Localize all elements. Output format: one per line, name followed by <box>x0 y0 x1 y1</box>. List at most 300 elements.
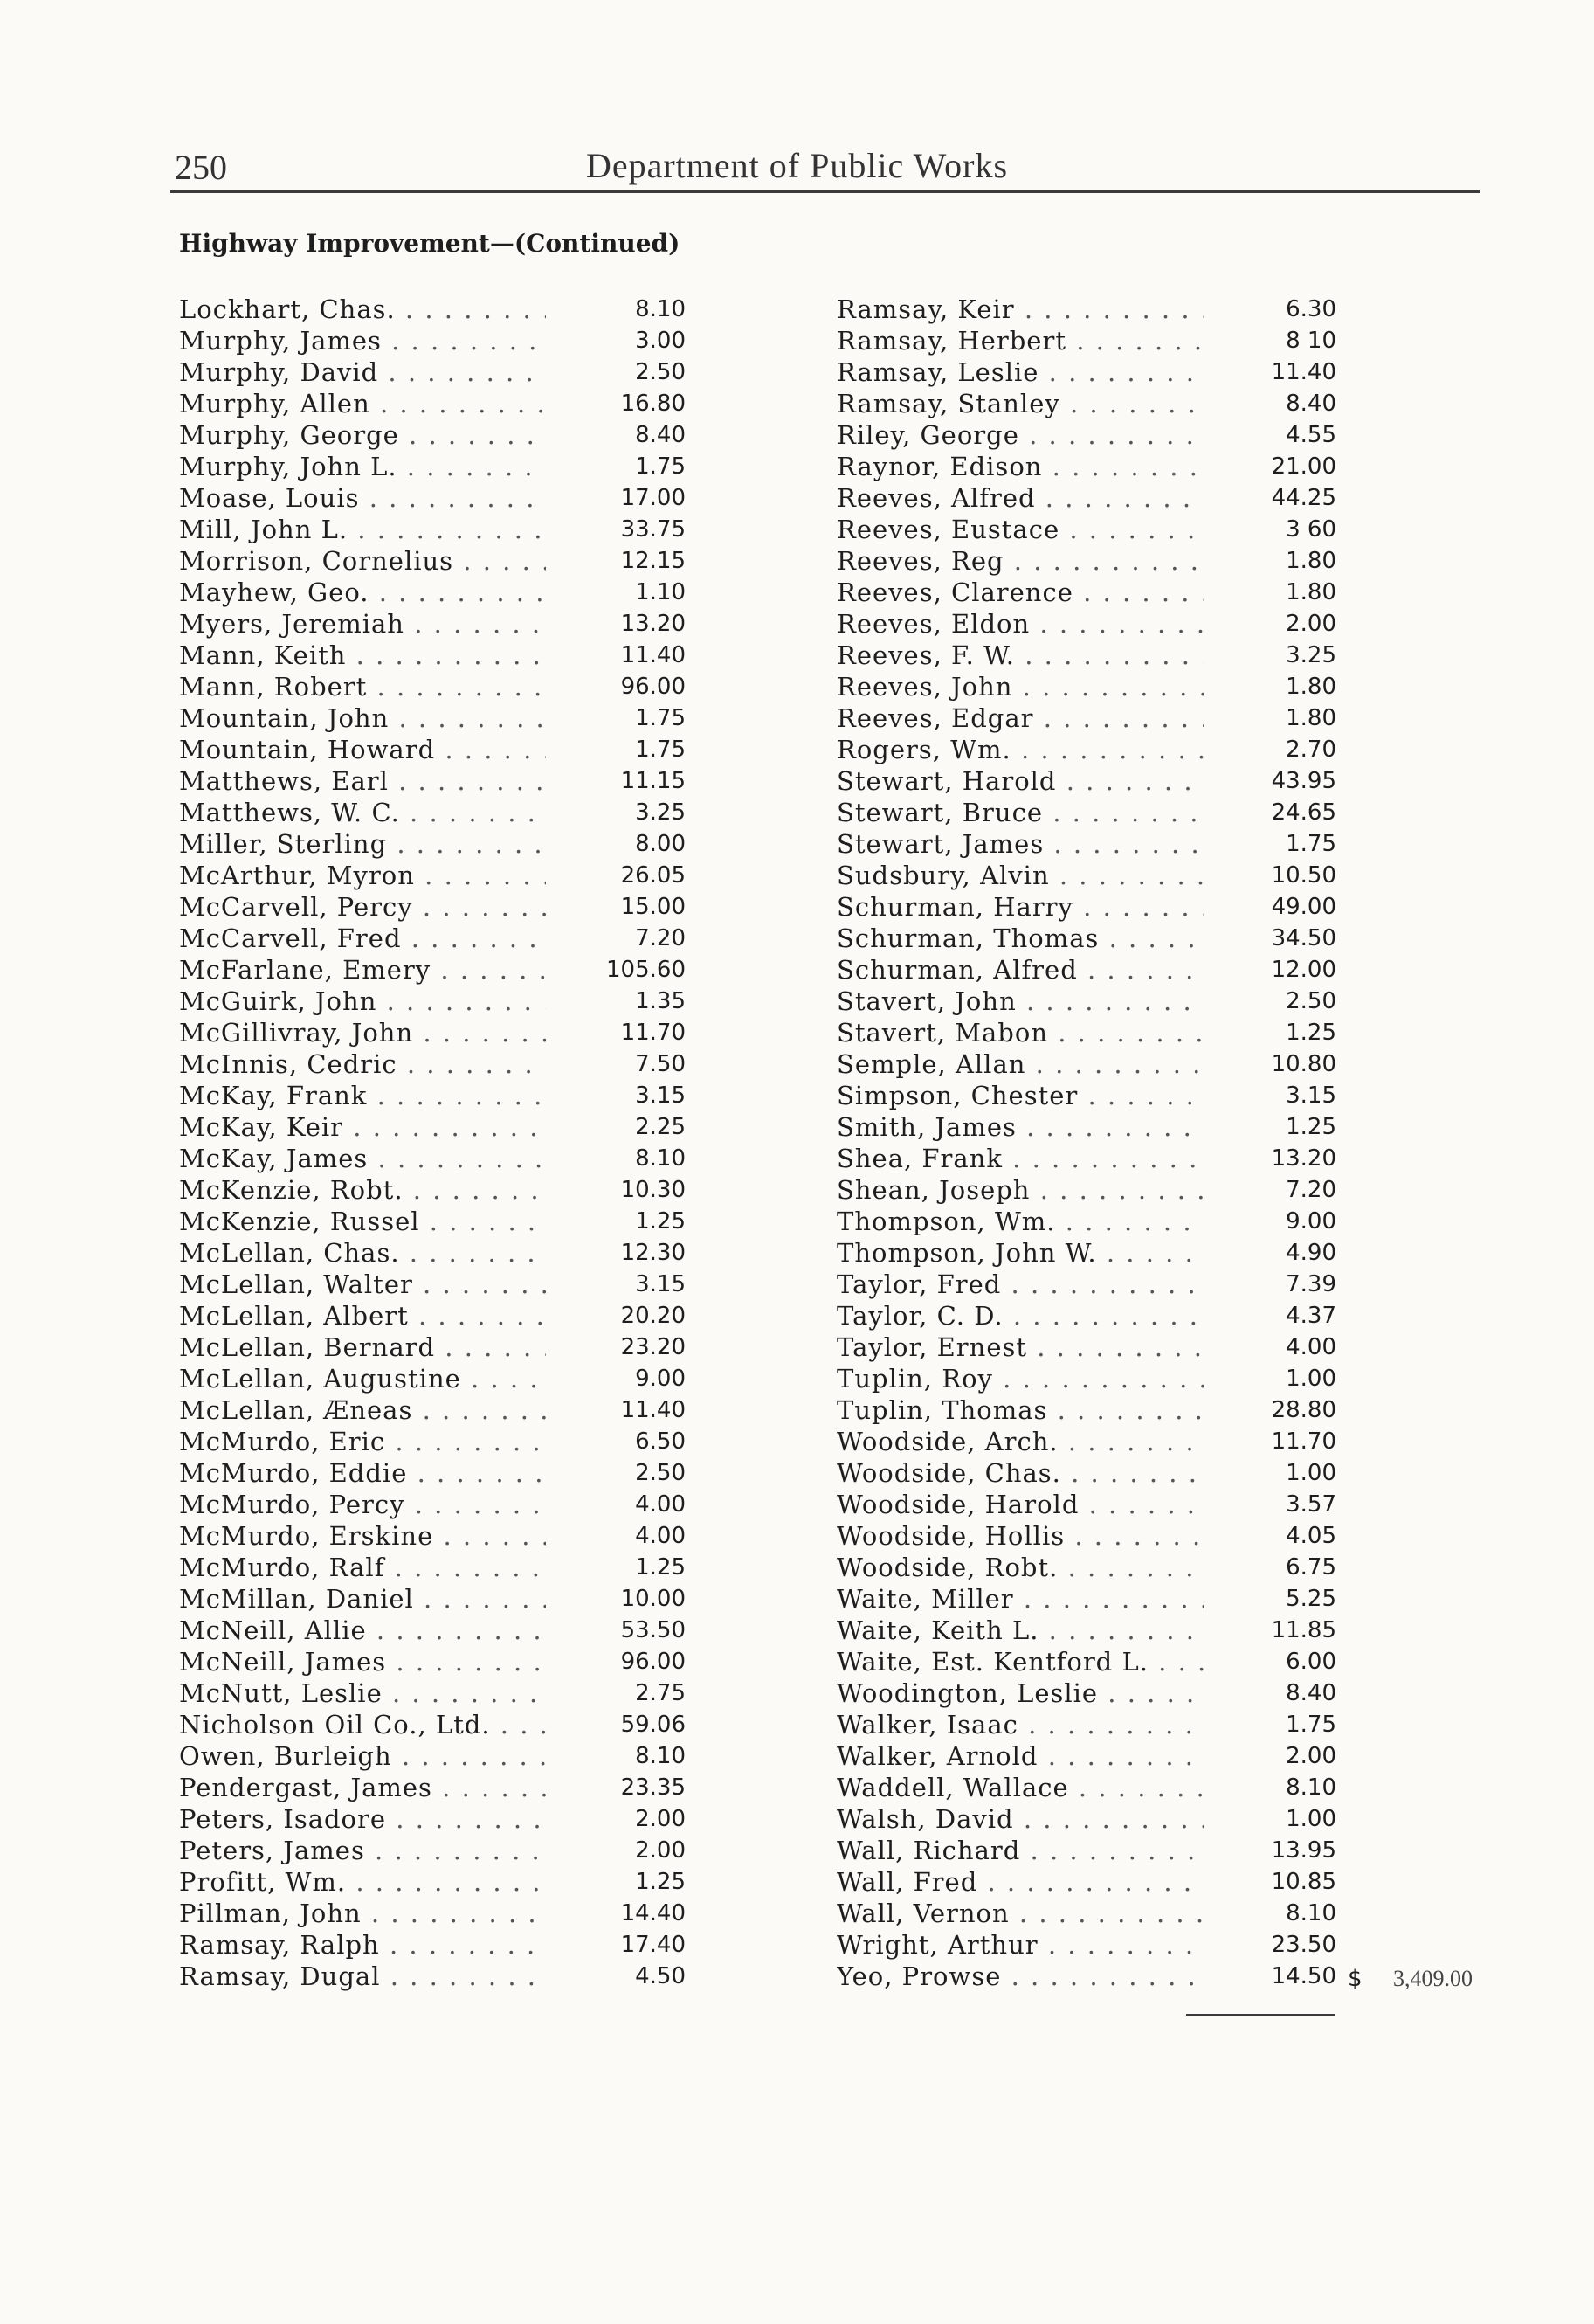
payee-name: Woodington, Leslie . . . <box>837 1677 1204 1709</box>
ledger-row <box>179 986 686 1017</box>
payment-amount: 4.00 <box>635 1491 686 1518</box>
ledger-row <box>837 1143 1336 1174</box>
payment-amount: 4.55 <box>1286 422 1336 448</box>
ledger-row <box>837 1331 1336 1363</box>
ledger-row <box>179 1803 686 1835</box>
payee-name: Profitt, Wm. . . . <box>179 1866 546 1898</box>
payment-amount: 34.50 <box>1271 925 1336 951</box>
payee-name: Wall, Vernon . . . <box>837 1898 1204 1929</box>
ledger-row <box>179 325 686 356</box>
payment-amount: 20.20 <box>620 1303 686 1329</box>
ledger-row <box>837 1961 1336 1992</box>
payee-name: Rogers, Wm. . . . <box>837 734 1204 765</box>
ledger-row <box>179 640 686 671</box>
payment-amount: 1.25 <box>635 1554 686 1580</box>
left-column <box>179 294 686 1992</box>
ledger-row <box>837 451 1336 482</box>
payee-name: McNeill, James . . . <box>179 1646 546 1677</box>
payee-name: McNutt, Leslie . . . <box>179 1677 546 1709</box>
payment-amount: 1.80 <box>1286 548 1336 574</box>
payee-name: McMurdo, Eric . . . <box>179 1426 546 1457</box>
payment-amount: 1.80 <box>1286 579 1336 605</box>
payment-amount: 1.75 <box>635 737 686 763</box>
payee-name: McKenzie, Robt. . . . <box>179 1174 546 1206</box>
payee-name: Wall, Fred . . . <box>837 1866 1204 1898</box>
ledger-row <box>837 671 1336 702</box>
payee-name: Mayhew, Geo. . . . <box>179 577 546 608</box>
payee-name: Miller, Sterling . . . <box>179 828 546 860</box>
payee-name: Woodside, Harold . . . <box>837 1489 1204 1520</box>
payment-amount: 1.80 <box>1286 705 1336 731</box>
payment-amount: 2.00 <box>1286 1743 1336 1769</box>
payee-name: McMurdo, Eddie . . . <box>179 1457 546 1489</box>
ledger-row <box>837 765 1336 797</box>
payment-amount: 44.25 <box>1271 485 1336 511</box>
payee-name: McMillan, Daniel . . . <box>179 1583 546 1615</box>
payee-name: Morrison, Cornelius . . . <box>179 545 546 577</box>
payee-name: McLellan, Bernard . . . <box>179 1331 546 1363</box>
payment-amount: 4.00 <box>1286 1334 1336 1360</box>
payment-amount: 3.25 <box>1286 642 1336 668</box>
ledger-row <box>179 1331 686 1363</box>
ledger-row <box>837 1206 1336 1237</box>
payee-name: Shea, Frank . . . <box>837 1143 1204 1174</box>
payment-amount: 5.25 <box>1286 1586 1336 1612</box>
payment-amount: 10.85 <box>1271 1869 1336 1895</box>
payee-name: Murphy, John L. . . . <box>179 451 546 482</box>
payment-amount: 21.00 <box>1271 453 1336 480</box>
payment-amount: 6.00 <box>1286 1649 1336 1675</box>
payee-name: Reeves, Reg . . . <box>837 545 1204 577</box>
ledger-row <box>179 671 686 702</box>
payment-amount: 1.75 <box>1286 831 1336 857</box>
payment-amount: 11.85 <box>1271 1617 1336 1643</box>
ledger-row <box>179 356 686 388</box>
payee-name: Thompson, John W. . . . <box>837 1237 1204 1269</box>
payee-name: McGuirk, John . . . <box>179 986 546 1017</box>
ledger-row <box>179 1772 686 1803</box>
payment-amount: 3.25 <box>635 799 686 826</box>
ledger-row <box>837 1111 1336 1143</box>
payment-amount: 12.00 <box>1271 957 1336 983</box>
payee-name: Smith, James . . . <box>837 1111 1204 1143</box>
ledger-row <box>837 1174 1336 1206</box>
ledger-row <box>837 1048 1336 1080</box>
ledger-row <box>179 1929 686 1961</box>
payment-amount: 28.80 <box>1271 1397 1336 1423</box>
payment-amount: 2.75 <box>635 1680 686 1706</box>
payment-amount: 8.10 <box>1286 1774 1336 1801</box>
ledger-row <box>179 1520 686 1552</box>
payment-amount: 96.00 <box>620 674 686 700</box>
ledger-row <box>837 1394 1336 1426</box>
payee-name: Owen, Burleigh . . . <box>179 1740 546 1772</box>
payment-amount: 17.00 <box>620 485 686 511</box>
payee-name: Pendergast, James . . . <box>179 1772 546 1803</box>
ledger-row <box>837 388 1336 419</box>
ledger-row <box>179 1237 686 1269</box>
payment-amount: 3.00 <box>635 328 686 354</box>
ledger-row <box>179 1489 686 1520</box>
payment-amount: 1.75 <box>635 705 686 731</box>
payment-amount: 11.40 <box>620 642 686 668</box>
payment-amount: 3.15 <box>1286 1082 1336 1109</box>
payment-amount: 3.15 <box>635 1271 686 1297</box>
payee-name: Ramsay, Ralph . . . <box>179 1929 546 1961</box>
payee-name: Murphy, Allen . . . <box>179 388 546 419</box>
payment-amount: 7.50 <box>635 1051 686 1077</box>
ledger-row <box>837 1017 1336 1048</box>
payee-name: McCarvell, Fred . . . <box>179 923 546 954</box>
page-number: 250 <box>175 148 227 187</box>
payment-amount: 96.00 <box>620 1649 686 1675</box>
payee-name: McLellan, Albert . . . <box>179 1300 546 1331</box>
payee-name: Reeves, F. W. . . . <box>837 640 1204 671</box>
ledger-row <box>837 1363 1336 1394</box>
ledger-row <box>179 1709 686 1740</box>
payee-name: Walker, Isaac . . . <box>837 1709 1204 1740</box>
payment-amount: 1.00 <box>1286 1366 1336 1392</box>
ledger-row <box>837 1269 1336 1300</box>
ledger-row <box>179 702 686 734</box>
payee-name: Mann, Keith . . . <box>179 640 546 671</box>
ledger-row <box>837 325 1336 356</box>
payee-name: Pillman, John . . . <box>179 1898 546 1929</box>
payee-name: Waddell, Wallace . . . <box>837 1772 1204 1803</box>
payee-name: McLellan, Walter . . . <box>179 1269 546 1300</box>
payee-name: Wall, Richard . . . <box>837 1835 1204 1866</box>
ledger-row <box>179 482 686 514</box>
payee-name: Murphy, George . . . <box>179 419 546 451</box>
ledger-row <box>837 1237 1336 1269</box>
payee-name: Riley, George . . . <box>837 419 1204 451</box>
payment-amount: 10.80 <box>1271 1051 1336 1077</box>
ledger-row <box>179 514 686 545</box>
payment-amount: 8.40 <box>1286 1680 1336 1706</box>
payment-amount: 4.37 <box>1286 1303 1336 1329</box>
payee-name: Reeves, Edgar . . . <box>837 702 1204 734</box>
payee-name: Ramsay, Leslie . . . <box>837 356 1204 388</box>
payment-amount: 6.75 <box>1286 1554 1336 1580</box>
ledger-row <box>837 923 1336 954</box>
payee-name: Stewart, Bruce . . . <box>837 797 1204 828</box>
ledger-row <box>179 1300 686 1331</box>
payee-name: Ramsay, Herbert . . . <box>837 325 1204 356</box>
payment-amount: 7.20 <box>1286 1177 1336 1203</box>
ledger-row <box>179 1740 686 1772</box>
payee-name: Taylor, C. D. . . . <box>837 1300 1204 1331</box>
payment-amount: 33.75 <box>620 516 686 543</box>
ledger-row <box>837 1740 1336 1772</box>
ledger-row <box>179 1206 686 1237</box>
payee-name: Walker, Arnold . . . <box>837 1740 1204 1772</box>
payee-name: Stewart, James . . . <box>837 828 1204 860</box>
payment-amount: 24.65 <box>1271 799 1336 826</box>
payment-amount: 2.50 <box>635 359 686 385</box>
total-amount: 3,409.00 <box>1393 1966 1473 1991</box>
payment-amount: 53.50 <box>620 1617 686 1643</box>
payee-name: Raynor, Edison . . . <box>837 451 1204 482</box>
payment-amount: 7.20 <box>635 925 686 951</box>
payment-amount: 13.20 <box>1271 1145 1336 1172</box>
ledger-row <box>179 294 686 325</box>
ledger-row <box>179 1017 686 1048</box>
payment-amount: 2.25 <box>635 1114 686 1140</box>
payment-amount: 3 60 <box>1286 516 1336 543</box>
ledger-row <box>179 797 686 828</box>
ledger-row <box>837 702 1336 734</box>
payee-name: Stavert, John . . . <box>837 986 1204 1017</box>
payment-amount: 16.80 <box>620 391 686 417</box>
payment-amount: 26.05 <box>620 862 686 889</box>
payee-name: McLellan, Augustine . . . <box>179 1363 546 1394</box>
ledger-row <box>837 1489 1336 1520</box>
ledger-row <box>837 1866 1336 1898</box>
ledger-row <box>179 1080 686 1111</box>
payment-amount: 1.00 <box>1286 1806 1336 1832</box>
payee-name: Tuplin, Thomas . . . <box>837 1394 1204 1426</box>
payment-amount: 1.10 <box>635 579 686 605</box>
payment-amount: 10.30 <box>620 1177 686 1203</box>
payment-amount: 6.30 <box>1286 296 1336 322</box>
ledger-row <box>837 891 1336 923</box>
ledger-row <box>837 1615 1336 1646</box>
ledger-row <box>179 1457 686 1489</box>
payment-amount: 11.70 <box>1271 1428 1336 1455</box>
payee-name: McInnis, Cedric . . . <box>179 1048 546 1080</box>
payee-name: Reeves, Eustace . . . <box>837 514 1204 545</box>
ledger-row <box>837 1080 1336 1111</box>
payment-amount: 17.40 <box>620 1932 686 1958</box>
ledger-row <box>179 1426 686 1457</box>
ledger-row <box>837 482 1336 514</box>
payment-amount: 23.50 <box>1271 1932 1336 1958</box>
ledger-row <box>179 1394 686 1426</box>
payee-name: Myers, Jeremiah . . . <box>179 608 546 640</box>
payment-amount: 8.10 <box>635 296 686 322</box>
payment-amount: 14.40 <box>620 1900 686 1926</box>
ledger-row <box>179 1646 686 1677</box>
payment-amount: 14.50 <box>1271 1963 1336 1989</box>
payee-name: McKay, Keir . . . <box>179 1111 546 1143</box>
ledger-row <box>179 891 686 923</box>
payee-name: Simpson, Chester . . . <box>837 1080 1204 1111</box>
payee-name: Thompson, Wm. . . . <box>837 1206 1204 1237</box>
ledger-row <box>837 986 1336 1017</box>
payee-name: Moase, Louis . . . <box>179 482 546 514</box>
payee-name: Matthews, W. C. . . . <box>179 797 546 828</box>
payee-name: McKay, James . . . <box>179 1143 546 1174</box>
ledger-row <box>837 828 1336 860</box>
payment-amount: 2.70 <box>1286 737 1336 763</box>
payee-name: McLellan, Æneas . . . <box>179 1394 546 1426</box>
section-heading: Highway Improvement—(Continued) <box>179 229 680 258</box>
ledger-row <box>837 797 1336 828</box>
payee-name: Schurman, Harry . . . <box>837 891 1204 923</box>
payee-name: Reeves, Eldon . . . <box>837 608 1204 640</box>
ledger-row <box>837 356 1336 388</box>
payment-amount: 1.80 <box>1286 674 1336 700</box>
payee-name: Mill, John L. . . . <box>179 514 546 545</box>
ledger-row <box>179 734 686 765</box>
payment-amount: 13.20 <box>620 611 686 637</box>
payment-amount: 23.20 <box>620 1334 686 1360</box>
ledger-row <box>837 1772 1336 1803</box>
payment-amount: 11.40 <box>1271 359 1336 385</box>
payee-name: Schurman, Thomas . . . <box>837 923 1204 954</box>
ledger-row <box>837 1898 1336 1929</box>
payee-name: McArthur, Myron . . . <box>179 860 546 891</box>
payee-name: McKay, Frank . . . <box>179 1080 546 1111</box>
payee-name: McMurdo, Ralf . . . <box>179 1552 546 1583</box>
payment-amount: 2.00 <box>1286 611 1336 637</box>
payee-name: Stewart, Harold . . . <box>837 765 1204 797</box>
payment-amount: 3.57 <box>1286 1491 1336 1518</box>
payee-name: Woodside, Hollis . . . <box>837 1520 1204 1552</box>
ledger-row <box>179 1866 686 1898</box>
payment-amount: 15.00 <box>620 894 686 920</box>
ledger-row <box>837 1929 1336 1961</box>
ledger-row <box>179 1269 686 1300</box>
ledger-row <box>179 545 686 577</box>
ledger-row <box>837 954 1336 986</box>
payment-amount: 2.50 <box>635 1460 686 1486</box>
ledger-row <box>837 514 1336 545</box>
ledger-row <box>179 954 686 986</box>
payee-name: Peters, Isadore . . . <box>179 1803 546 1835</box>
payee-name: McCarvell, Percy . . . <box>179 891 546 923</box>
ledger-row <box>837 577 1336 608</box>
ledger-row <box>179 388 686 419</box>
payee-name: Ramsay, Keir . . . <box>837 294 1204 325</box>
total-rule <box>1186 2014 1335 2016</box>
ledger-row <box>179 1677 686 1709</box>
payment-amount: 4.50 <box>635 1963 686 1989</box>
payee-name: Woodside, Robt. . . . <box>837 1552 1204 1583</box>
ledger-row <box>837 1835 1336 1866</box>
payee-name: Taylor, Fred . . . <box>837 1269 1204 1300</box>
payment-amount: 10.50 <box>1271 862 1336 889</box>
payee-name: Waite, Miller . . . <box>837 1583 1204 1615</box>
payment-amount: 4.90 <box>1286 1240 1336 1266</box>
ledger-row <box>179 1048 686 1080</box>
payee-name: Mountain, John . . . <box>179 702 546 734</box>
payment-amount: 1.25 <box>635 1869 686 1895</box>
payee-name: Waite, Keith L. . . . <box>837 1615 1204 1646</box>
payment-amount: 11.40 <box>620 1397 686 1423</box>
payment-amount: 1.35 <box>635 988 686 1014</box>
payment-amount: 8.40 <box>1286 391 1336 417</box>
payment-amount: 2.50 <box>1286 988 1336 1014</box>
ledger-row <box>179 1898 686 1929</box>
payee-name: Lockhart, Chas. . . . <box>179 294 546 325</box>
ledger-row <box>837 545 1336 577</box>
payment-amount: 1.25 <box>1286 1020 1336 1046</box>
payment-amount: 59.06 <box>620 1712 686 1738</box>
payment-amount: 10.00 <box>620 1586 686 1612</box>
payee-name: McMurdo, Percy . . . <box>179 1489 546 1520</box>
payee-name: Semple, Allan . . . <box>837 1048 1204 1080</box>
payee-name: Yeo, Prowse . . . <box>837 1961 1204 1992</box>
ledger-row <box>179 765 686 797</box>
payee-name: Wright, Arthur . . . <box>837 1929 1204 1961</box>
ledger-row <box>837 1583 1336 1615</box>
payment-amount: 8.40 <box>635 422 686 448</box>
payment-amount: 4.05 <box>1286 1523 1336 1549</box>
payment-amount: 8.10 <box>1286 1900 1336 1926</box>
payment-amount: 13.95 <box>1271 1837 1336 1864</box>
payment-amount: 8.10 <box>635 1145 686 1172</box>
ledger-row <box>837 1457 1336 1489</box>
payment-amount: 1.25 <box>1286 1114 1336 1140</box>
payment-amount: 9.00 <box>1286 1208 1336 1235</box>
total-currency-symbol: $ <box>1348 1966 1363 1992</box>
ledger-row <box>837 1426 1336 1457</box>
ledger-row <box>837 640 1336 671</box>
ledger-row <box>837 860 1336 891</box>
ledger-row <box>837 294 1336 325</box>
ledger-row <box>179 828 686 860</box>
payment-amount: 2.00 <box>635 1806 686 1832</box>
payee-name: Taylor, Ernest . . . <box>837 1331 1204 1363</box>
ledger-row <box>837 1677 1336 1709</box>
ledger-row <box>179 1143 686 1174</box>
payment-amount: 1.00 <box>1286 1460 1336 1486</box>
payee-name: McNeill, Allie . . . <box>179 1615 546 1646</box>
running-title: Department of Public Works <box>585 146 1009 185</box>
ledger-row <box>837 734 1336 765</box>
payee-name: McGillivray, John . . . <box>179 1017 546 1048</box>
payment-amount: 1.75 <box>635 453 686 480</box>
payment-amount: 12.30 <box>620 1240 686 1266</box>
payment-amount: 105.60 <box>606 957 686 983</box>
payment-amount: 43.95 <box>1271 768 1336 794</box>
payee-name: Ramsay, Stanley . . . <box>837 388 1204 419</box>
payment-amount: 3.15 <box>635 1082 686 1109</box>
payee-name: Mountain, Howard . . . <box>179 734 546 765</box>
ledger-row <box>179 1363 686 1394</box>
ledger-row <box>179 1961 686 1992</box>
payment-amount: 2.00 <box>635 1837 686 1864</box>
ledger-row <box>179 1111 686 1143</box>
payee-name: Woodside, Arch. . . . <box>837 1426 1204 1457</box>
right-column <box>837 294 1336 1992</box>
payee-name: Sudsbury, Alvin . . . <box>837 860 1204 891</box>
payee-name: Peters, James . . . <box>179 1835 546 1866</box>
payment-amount: 49.00 <box>1271 894 1336 920</box>
payee-name: Walsh, David . . . <box>837 1803 1204 1835</box>
ledger-row <box>179 1615 686 1646</box>
payee-name: McFarlane, Emery . . . <box>179 954 546 986</box>
ledger-row <box>837 419 1336 451</box>
payee-name: Reeves, John . . . <box>837 671 1204 702</box>
payee-name: McMurdo, Erskine . . . <box>179 1520 546 1552</box>
payment-amount: 9.00 <box>635 1366 686 1392</box>
payment-amount: 23.35 <box>620 1774 686 1801</box>
payee-name: Nicholson Oil Co., Ltd. . . . <box>179 1709 546 1740</box>
payment-amount: 12.15 <box>620 548 686 574</box>
ledger-row <box>837 1520 1336 1552</box>
ledger-row <box>837 1552 1336 1583</box>
payment-amount: 1.25 <box>635 1208 686 1235</box>
ledger-row <box>179 1583 686 1615</box>
payment-amount: 8.00 <box>635 831 686 857</box>
ledger-row <box>179 860 686 891</box>
payee-name: Shean, Joseph . . . <box>837 1174 1204 1206</box>
ledger-row <box>837 1803 1336 1835</box>
payee-name: Murphy, David . . . <box>179 356 546 388</box>
payment-amount: 8.10 <box>635 1743 686 1769</box>
